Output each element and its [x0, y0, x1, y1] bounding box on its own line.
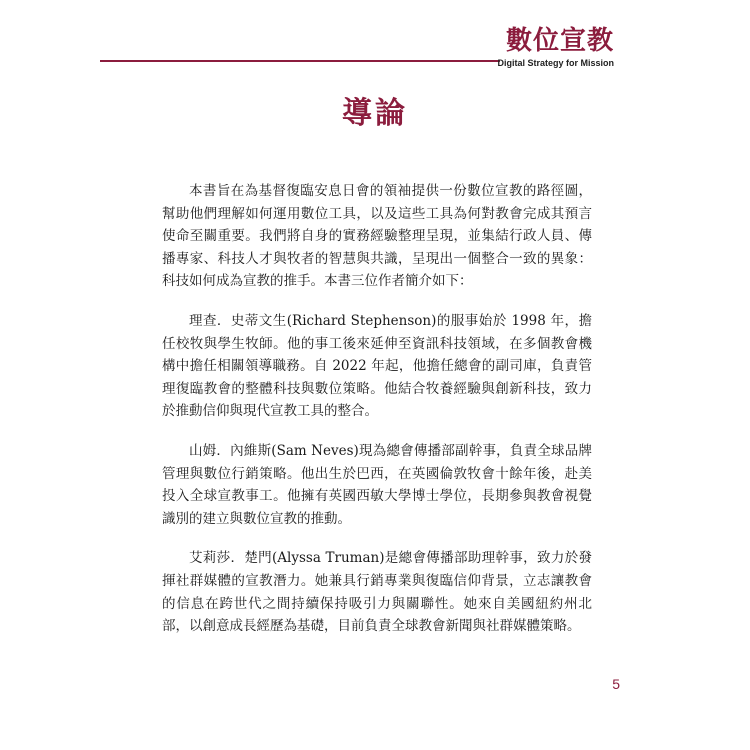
brand-subtitle: Digital Strategy for Mission — [497, 58, 614, 68]
author-paragraph-neves: 山姆．內維斯(Sam Neves)現為總會傳播部副幹事，負責全球品牌管理與數位行銷策略。他出生於巴西，在英國倫敦牧會十餘年後，赴美投入全球宣教事工。他擁有英國西敏大學博士學位，長期參與教會視覺識別的建立與數位宣教的推動。 — [162, 442, 592, 527]
brand-title: 數位宣教 — [505, 26, 614, 56]
brand-block — [497, 26, 614, 69]
intro-paragraph: 本書旨在為基督復臨安息日會的領袖提供一份數位宣教的路徑圖，幫助他們理解如何運用數位工具，以及這些工具為何對教會完成其預言使命至關重要。我們將自身的實務經驗整理呈現，並集結行政人員、傳播專家、科技人才與牧者的智慧與共識，呈現出一個整合一致的異象：科技如何成為宣教的推手。本書三位作者簡介如下： — [162, 183, 592, 290]
page-number: 5 — [612, 676, 620, 692]
author-paragraph-truman: 艾莉莎．楚門(Alyssa Truman)是總會傳播部助理幹事，致力於發揮社群媒體的宣教潛力。她兼具行銷專業與復臨信仰背景，立志讓教會的信息在跨世代之間持續保持吸引力與關聯性。她來自美國紐約州北部，以創意成長經歷為基礎，目前負責全球教會新聞與社群媒體策略。 — [162, 550, 592, 635]
chapter-title: 導論 — [342, 96, 408, 131]
author-paragraph-stephenson: 理查．史蒂文生(Richard Stephenson)的服事始於 1998 年，擔任校牧與學生牧師。他的事工後來延伸至資訊科技領域，在多個教會機構中擔任相關領導職務。自 2022 年起，他擔任總會的副司庫，負責管理復臨教會的整體科技與數位策略。他結合牧養經驗與創新科技，致力於推動信仰與現代宣教工具的整合。 — [162, 312, 592, 420]
body-text — [162, 180, 592, 655]
header-rule — [100, 60, 500, 62]
